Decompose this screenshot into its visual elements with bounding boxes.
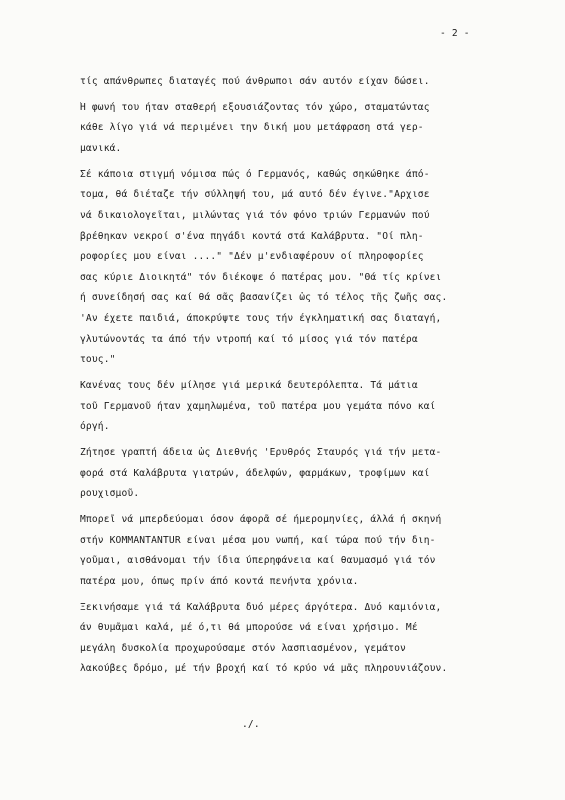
text-line: σας κύριε Διοικητά" τόν διέκοψε ό πατέρας μου. "Θά τίς κρίνει <box>80 271 442 283</box>
text-line: τομα, θά διέταζε τήν σύλληψή του, μά αυτό δέν έγινε."Αρχισε <box>80 189 430 201</box>
text-line: Κανένας τους δέν μίλησε γιά μερικά δευτερόλεπτα. Τά μάτια <box>80 380 418 391</box>
text-line: γοῦμαι, αισθάνομαι τήν ίδια ύπερηφάνεια καί θαυμασμό γιά τόν <box>80 555 436 567</box>
text-line: γλυτώνοντάς τα άπό τήν ντροπή καί τό μίσος γιά τόν πατέρα <box>80 333 418 345</box>
text-line: πατέρα μου, όπως πρίν άπό κοντά πενήντα χρόνια. <box>80 575 359 587</box>
text-line: στήν KOMMANTANTUR είναι μέσα μου νωπή, καί τώρα πού τήν διη- <box>80 534 436 546</box>
text-line: ή συνείδησή σας καί θά σᾶς βασανίζει ὡς τό τέλος τῆς ζωῆς σας. <box>80 292 448 304</box>
text-line: όργή. <box>80 421 110 433</box>
text-line: 'Αν έχετε παιδιά, άποκρύψτε τους τήν έγκληματική σας διαταγή, <box>80 313 442 324</box>
text-line: ροφορίες μου είναι ...." "Δέν μ'ενδιαφέρουν οί πληροφορίες <box>80 251 424 263</box>
continuation-mark: ./. <box>242 719 260 730</box>
text-line: άν θυμᾶμαι καλά, μέ ό,τι θά μπορούσε νά είναι χρήσιμο. Μέ <box>80 622 418 634</box>
text-line: μεγάλη δυσκολία προχωρούσαμε στόν λασπιασμένον, γεμάτον <box>80 642 406 654</box>
text-line: Ζήτησε γραπτή άδεια ὡς Διεθνής 'Ερυθρός Σταυρός γιά τήν μετα- <box>80 447 442 458</box>
text-line: νά δικαιολογεῖται, μιλώντας γιά τόν φόνο τριών Γερμανών πού <box>80 210 430 221</box>
text-line: βρέθηκαν νεκροί σ'ένα πηγάδι κοντά στά Καλάβρυτα. "Οί πλη- <box>80 230 424 242</box>
text-line: Μπορεῖ νά μπερδεύομαι όσον άφορᾶ σέ ήμερομηνίες, άλλά ή σκηνή <box>80 514 442 525</box>
text-line: τοῦ Γερμανοῦ ήταν χαμηλωμένα, τοῦ πατέρα μου γεμάτα πόνο καί <box>80 400 436 412</box>
page-number: - 2 - <box>440 28 470 39</box>
text-line: λακούβες δρόμο, μέ τήν βροχή καί τό κρύο νά μᾶς πληρουνιάζουν. <box>80 663 448 675</box>
text-line: Ή φωνή του ήταν σταθερή εξουσιάζοντας τόν χώρο, σταματώντας <box>80 101 430 113</box>
text-line: τίς απάνθρωπες διαταγές πού άνθρωποι σάν αυτόν είχαν δώσει. <box>80 76 430 87</box>
text-line: Ξεκινήσαμε γιά τά Καλάβρυτα δυό μέρες άργότερα. Δυό καμιόνια, <box>80 601 442 613</box>
text-line: ρουχισμοῦ. <box>80 488 140 500</box>
text-line: φορά στά Καλάβρυτα γιατρών, άδελφών, φαρμάκων, τροφίμων καί <box>80 467 430 479</box>
text-line: μανικά. <box>80 143 122 154</box>
text-line: τους." <box>80 354 116 366</box>
text-line: Σέ κάποια στιγμή νόμισα πώς ό Γερμανός, καθώς σηκώθηκε άπό- <box>80 168 430 180</box>
text-line: κάθε λίγο γιά νά περιμένει την δική μου μετάφραση στά γερ- <box>80 122 424 134</box>
